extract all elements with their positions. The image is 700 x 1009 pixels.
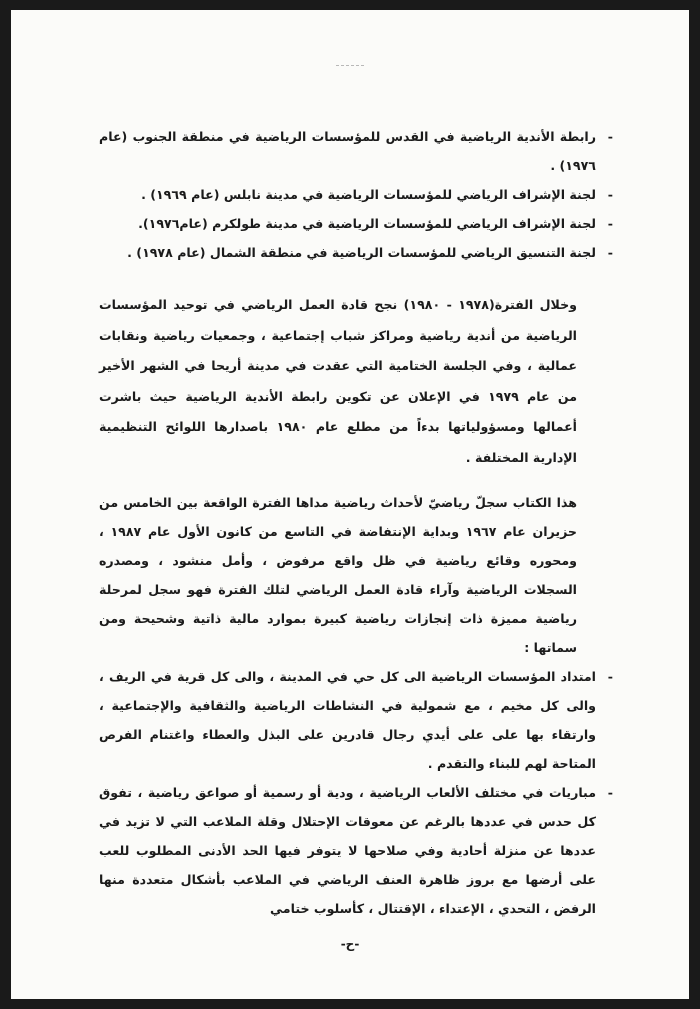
list-item-text: مباريات في مختلف الألعاب الرياضية ، ودية أو رسمية أو صواعق رياضية ، تفوق كل حدس في عددها بالرغم عن معوقات الإحتلال وقلة الملاعب التي لا تزيد في عددها عن منزلة أحادية وفي صلاحها لا يتوفر فيها الحد الأدنى المطلوب للعب على أرضها مع بروز ظاهرة العنف الرياضي في الملاعب بأشكال متعددة منها الرفض ، التحدي ، الإعتداء ، الإقتتال ، كأسلوب ختامي — [99, 785, 596, 916]
list-item — [99, 122, 613, 180]
list-item-text: امتداد المؤسسات الرياضية الى كل حي في المدينة ، والى كل قرية في الريف ، والى كل مخيم ، مع شمولية في النشاطات الرياضية والثقافية والإجتماعية ، وارتقاء بها على على أيدي رجال قادرين على البذل والعطاء واغتنام الفرص المتاحة لهم للبناء والتقدم . — [99, 669, 596, 771]
list-item — [99, 238, 613, 267]
list-dash: - — [607, 669, 613, 684]
paragraph-text: وخلال الفترة(١٩٧٨ - ١٩٨٠) نجح قادة العمل الرياضي في توحيد المؤسسات الرياضية من أندية رياضية ومراكز شباب إجتماعية ، وجمعيات رياضية ونقابات عمالية ، وفي الجلسة الختامية التي عقدت في مدينة أريحا في الشهر الأخير من عام ١٩٧٩ في الإعلان عن تكوين رابطة الأندية الرياضية حيث باشرت أعمالها ومسؤولياتها بدءاً من مطلع عام ١٩٨٠ باصدارها اللوائح التنظيمية الإدارية المختلفة . — [99, 297, 577, 465]
list-dash: - — [607, 216, 613, 231]
list-item — [99, 209, 613, 238]
list-dash: - — [607, 187, 613, 202]
scan-mark — [336, 65, 364, 66]
list-item-text: لجنة الإشراف الرياضي للمؤسسات الرياضية في مدينة طولكرم (عام١٩٧٦). — [138, 216, 596, 231]
list-dash: - — [607, 785, 613, 800]
document-page — [11, 10, 689, 999]
list-item-text: لجنة الإشراف الرياضي للمؤسسات الرياضية في مدينة نابلس (عام ١٩٦٩) . — [141, 187, 596, 202]
page-number: -ح- — [340, 937, 360, 951]
list-item-text: رابطة الأندية الرياضية في القدس للمؤسسات الرياضية في منطقة الجنوب (عام ١٩٧٦) . — [99, 129, 596, 173]
list-dash: - — [607, 245, 613, 260]
list-item — [99, 180, 613, 209]
institutions-list — [99, 122, 613, 267]
list-dash: - — [607, 129, 613, 144]
paragraph-text: هذا الكتاب سجلّ رياضيّ لأحداث رياضية مداها الفترة الواقعة بين الخامس من حزيران عام ١٩٦٧ وبداية الإنتفاضة في التاسع من كانون الأول عام ١٩٨٧ ، ومحوره وقائع رياضية في ظل واقع مرفوض ، وأمل منشود ، ومصدره السجلات الرياضية وآراء قادة العمل الرياضي لتلك الفترة فهو سجل لمرحلة رياضية مميزة ذات إنجازات رياضية كبيرة بموارد مالية ذاتية وشحيحة ومن سماتها : — [99, 495, 577, 655]
list-item — [99, 662, 613, 778]
list-item — [99, 778, 613, 923]
unification-paragraph — [99, 290, 613, 473]
book-description — [99, 488, 613, 923]
list-item-text: لجنة التنسيق الرياضي للمؤسسات الرياضية في منطقة الشمال (عام ١٩٧٨) . — [127, 245, 596, 260]
